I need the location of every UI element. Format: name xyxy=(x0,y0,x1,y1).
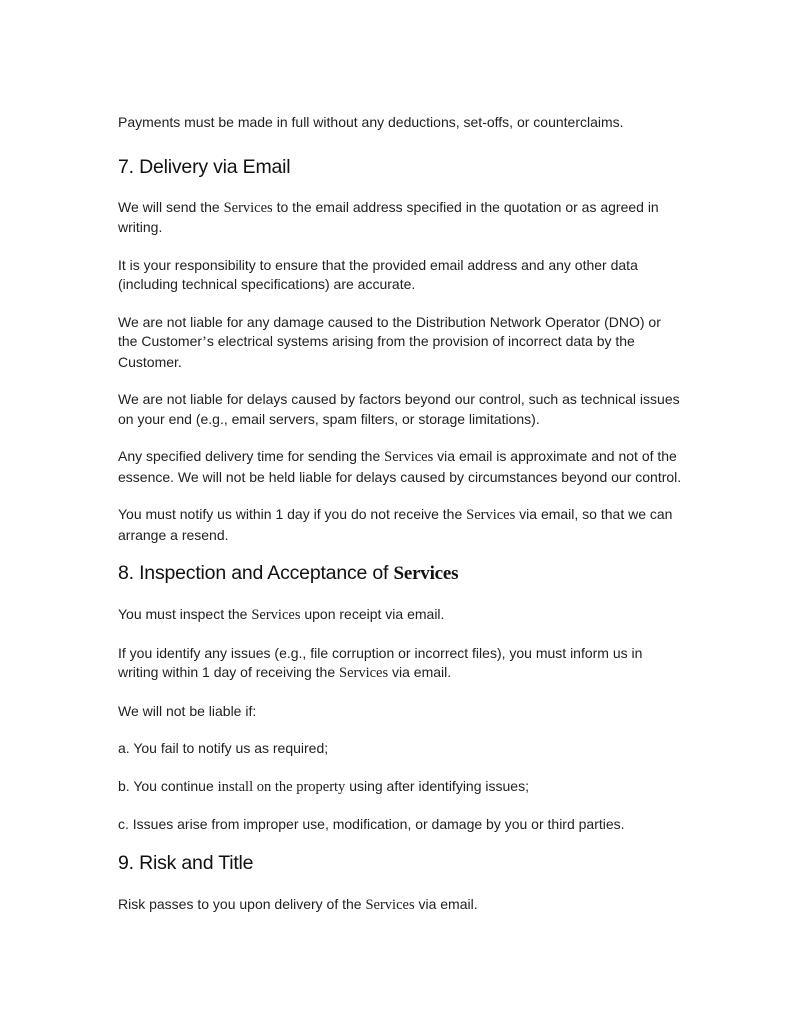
section-9-paragraph-1: Risk passes to you upon delivery of the Services via email. xyxy=(118,895,478,913)
section-7-heading: 7. Delivery via Email xyxy=(118,155,291,178)
section-8-paragraph-1: You must inspect the Services upon receipt via email. xyxy=(118,606,445,623)
section-8-paragraph-2: If you identify any issues (e.g., file corruption or incorrect files), you must inform us in writing within 1 day of receiving the Services via email. xyxy=(118,644,643,681)
section-7-paragraph-3: We are not liable for any damage caused to the Distribution Network Operator (DNO) or the Customer’s electrical systems arising from the provision of incorrect data by the Customer. xyxy=(118,313,661,370)
section-9-heading: 9. Risk and Title xyxy=(118,851,254,874)
payment-note: Payments must be made in full without any deductions, set-offs, or counterclaims. xyxy=(118,114,624,130)
section-8-paragraph-3: We will not be liable if: xyxy=(118,702,257,719)
section-7-paragraph-2: It is your responsibility to ensure that the provided email address and any other data (including technical specifications) are accurate. xyxy=(118,256,638,292)
document-page xyxy=(118,113,684,915)
section-7-paragraph-1: We will send the Services to the email address specified in the quotation or as agreed in writing. xyxy=(118,198,659,235)
list-item-a: a. You fail to notify us as required; xyxy=(118,740,329,756)
list-item-b: b. You continue install on the property using after identifying issues; xyxy=(118,777,529,795)
section-8-heading: 8. Inspection and Acceptance of Services xyxy=(118,562,459,584)
section-7-paragraph-5: Any specified delivery time for sending the Services via email is approximate and not of the essence. We will not be held liable for delays caused by circumstances beyond our control. xyxy=(118,448,682,485)
section-7-paragraph-6: You must notify us within 1 day if you do not receive the Services via email, so that we can arrange a resend. xyxy=(118,506,673,543)
section-7-paragraph-4: We are not liable for delays caused by factors beyond our control, such as technical issues on your end (e.g., email servers, spam filters, or storage limitations). xyxy=(118,391,680,427)
list-item-c: c. Issues arise from improper use, modification, or damage by you or third parties. xyxy=(118,816,625,832)
